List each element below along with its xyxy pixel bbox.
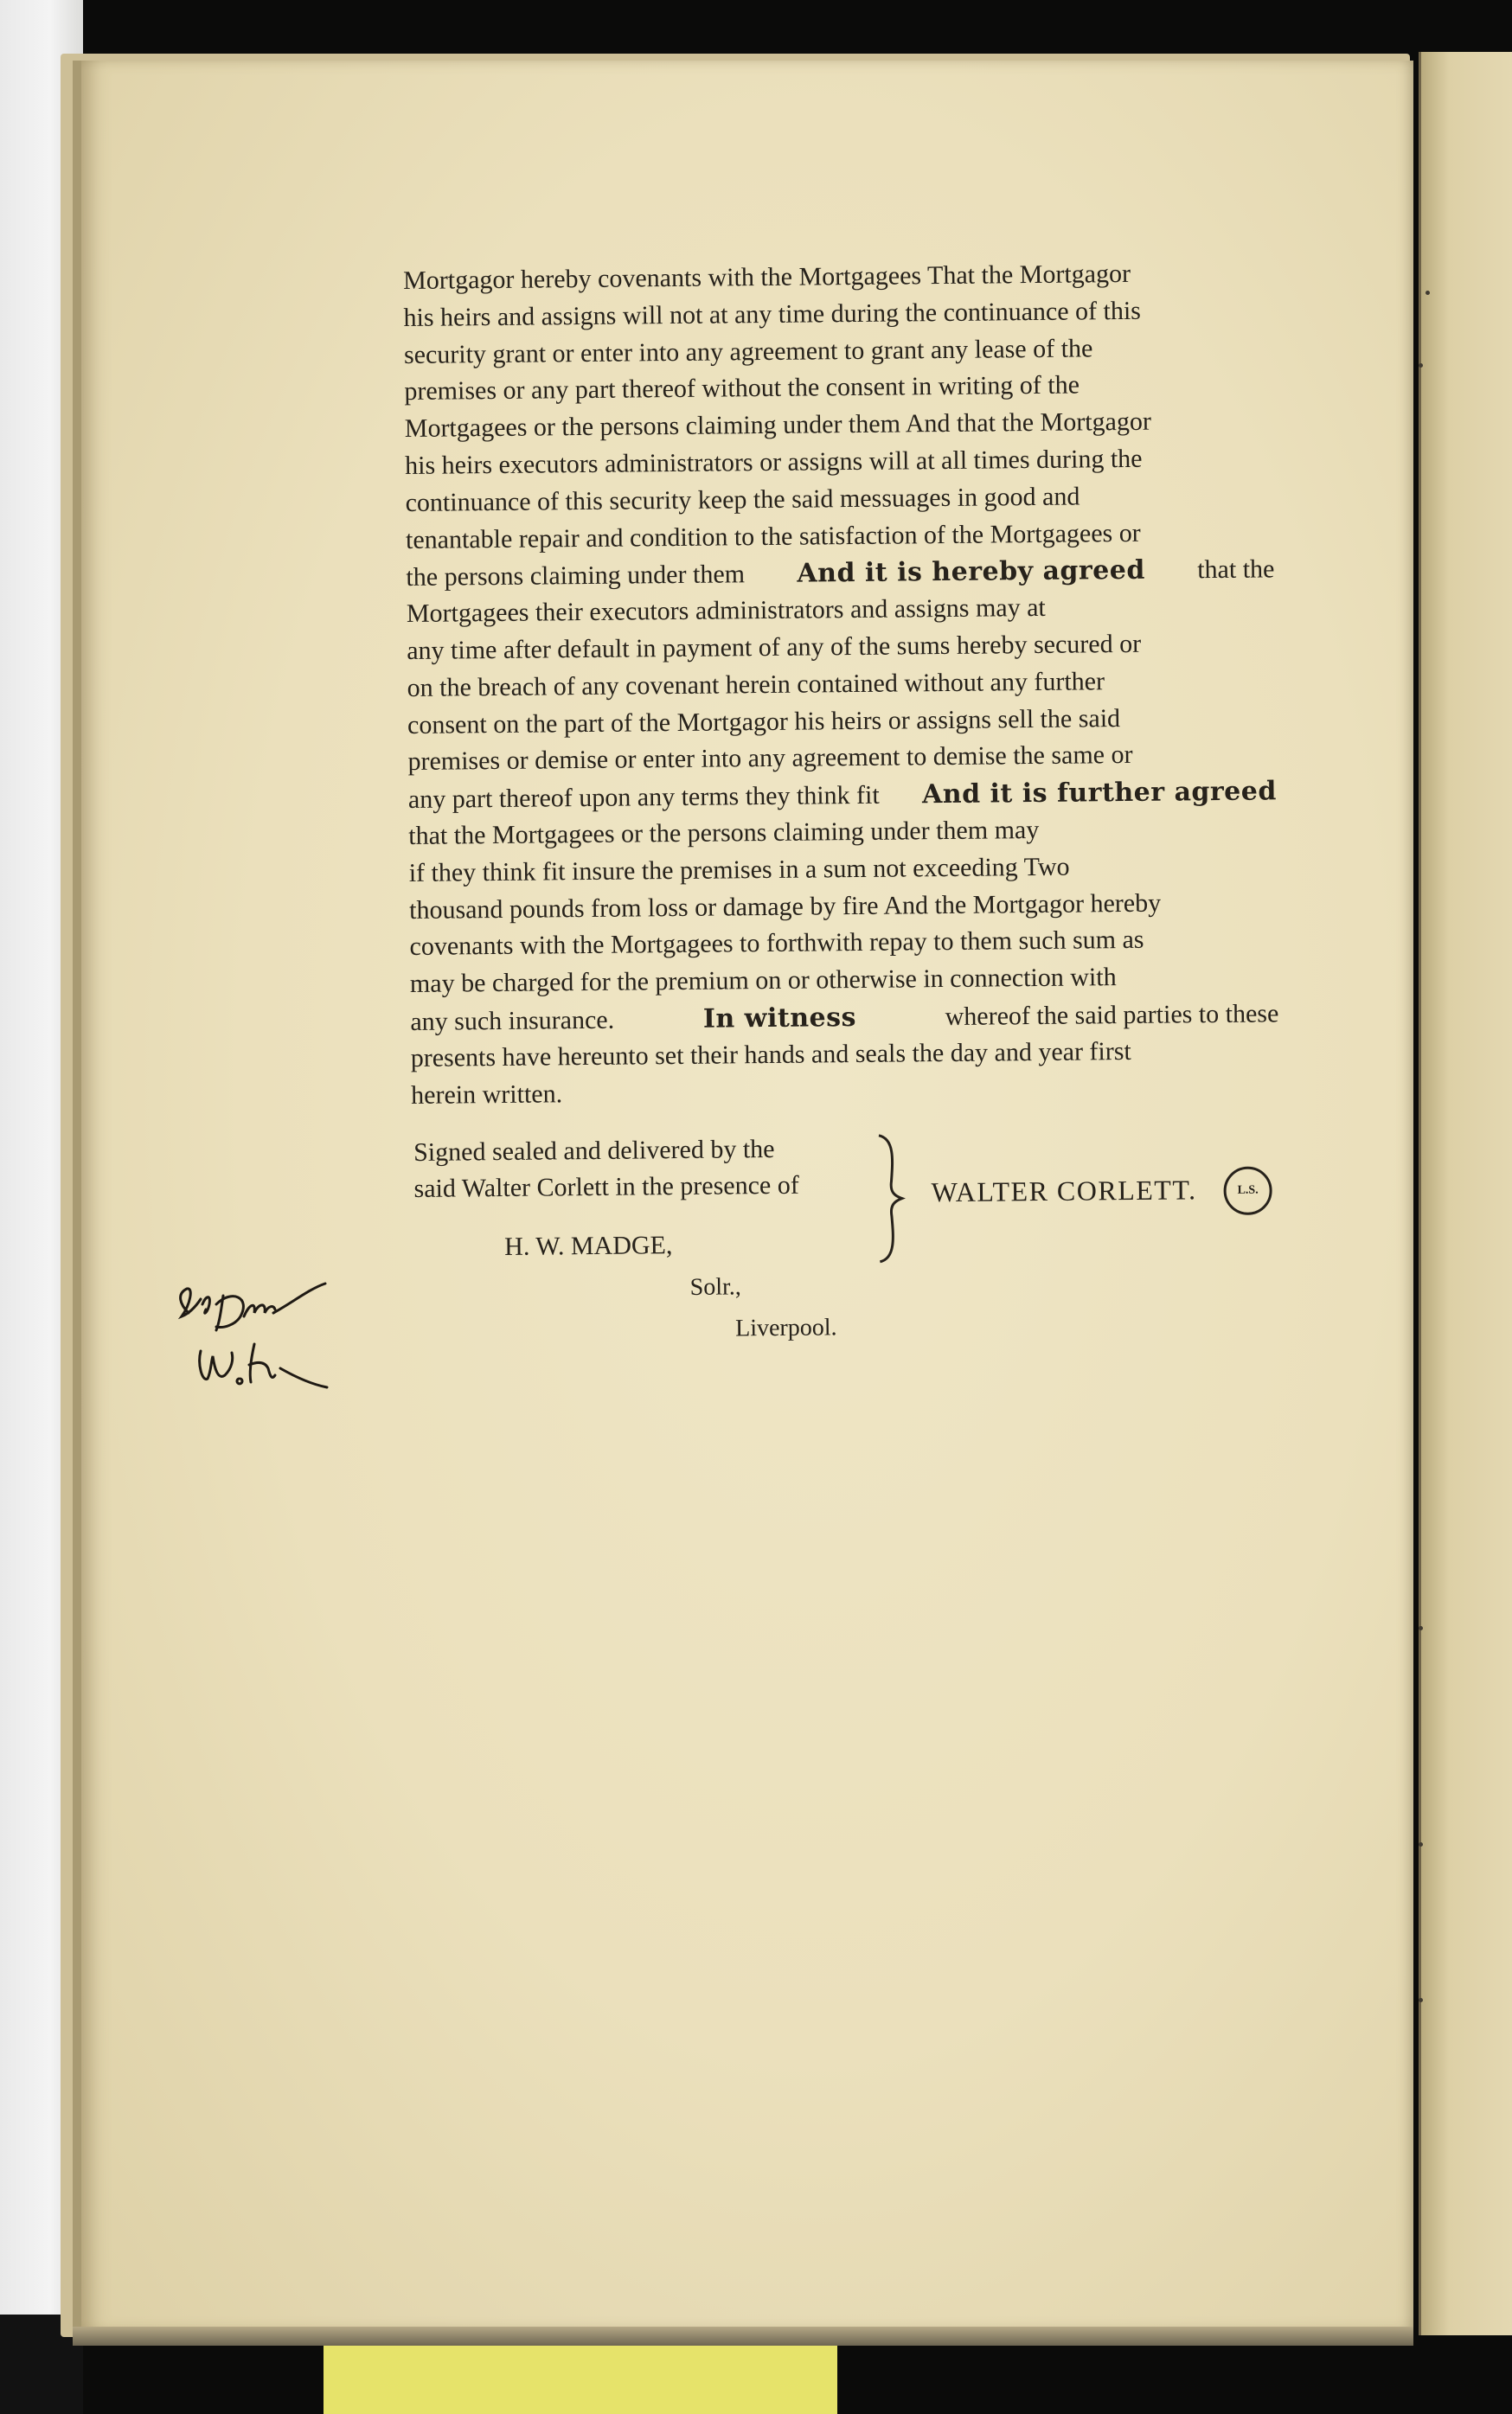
text-segment: the persons claiming under them <box>406 560 746 592</box>
text-line: consent on the part of the Mortgagor his heirs or assigns sell the said <box>407 703 1121 740</box>
binding-hole <box>1419 1626 1423 1630</box>
text-line: Mortgagees their executors administrators and assigns may at <box>406 593 1046 629</box>
text-line: premises or any part thereof without the consent in writing of the <box>404 370 1080 407</box>
text-line: that the Mortgagees or the persons claiming under them may <box>408 815 1040 850</box>
blackletter-agreed: And it is hereby agreed <box>797 555 1146 590</box>
page-bottom-edge <box>73 2327 1413 2346</box>
binding-hole <box>1419 1842 1423 1847</box>
text-segment: any such insurance. <box>410 1005 615 1036</box>
text-line: premises or demise or enter into any agreement to demise the same or <box>407 740 1133 777</box>
text-line: Mortgagor hereby covenants with the Mortgagees That the Mortgagor <box>403 259 1131 295</box>
text-line: thousand pounds from loss or damage by fire And the Mortgagor hereby <box>408 888 1162 925</box>
blackletter-witness: In witness <box>702 1002 857 1034</box>
signed-line-1: Signed sealed and delivered by the <box>413 1134 775 1167</box>
blackletter-further: And it is further agreed <box>921 776 1278 810</box>
binding-hole <box>1426 291 1430 295</box>
witness-title: Solr., <box>689 1273 741 1301</box>
text-line: tenantable repair and condition to the satisfaction of the Mortgagees or <box>405 518 1141 554</box>
witness-name: H. W. MADGE, <box>504 1231 673 1261</box>
seal-circle: L.S. <box>1223 1166 1272 1215</box>
text-segment: whereof the said parties to these <box>945 999 1279 1031</box>
text-line: may be charged for the premium on or otherwise in connection with <box>409 963 1117 999</box>
text-line: any time after default in payment of any of the sums hereby secured or <box>407 629 1142 665</box>
text-line: if they think fit insure the premises in a sum not exceeding Two <box>408 852 1070 887</box>
handwritten-initials-icon <box>171 1278 344 1417</box>
text-line: security grant or enter into any agreement to grant any lease of the <box>403 333 1093 369</box>
binding-hole <box>1419 363 1423 368</box>
deed-body-text <box>403 258 1279 1117</box>
text-line: presents have hereunto set their hands and seals the day and year first <box>410 1036 1131 1073</box>
text-line: on the breach of any covenant herein contained without any further <box>407 667 1105 702</box>
color-calibration-tab <box>324 2344 837 2414</box>
text-segment: any part thereof upon any terms they think fit <box>407 780 880 815</box>
curly-brace-icon <box>872 1134 907 1264</box>
text-segment: that the <box>1197 554 1275 585</box>
binding-hole <box>1419 1998 1423 2002</box>
signed-line-2: said Walter Corlett in the presence of <box>413 1170 799 1203</box>
text-line: Mortgagees or the persons claiming under them And that the Mortgagor <box>404 407 1152 444</box>
signer-name: WALTER CORLETT. <box>931 1174 1197 1208</box>
text-line: his heirs executors administrators or assigns will at all times during the <box>405 444 1143 480</box>
signature-block <box>413 1130 1289 1363</box>
text-line: covenants with the Mortgagees to forthwith repay to them such sum as <box>409 925 1144 962</box>
text-line: continuance of this security keep the said messuages in good and <box>405 482 1080 517</box>
text-line: his heirs and assigns will not at any time during the continuance of this <box>403 296 1142 332</box>
text-line: herein written. <box>411 1079 563 1110</box>
facing-page-edge <box>1419 52 1512 2335</box>
witness-place: Liverpool. <box>734 1314 837 1342</box>
